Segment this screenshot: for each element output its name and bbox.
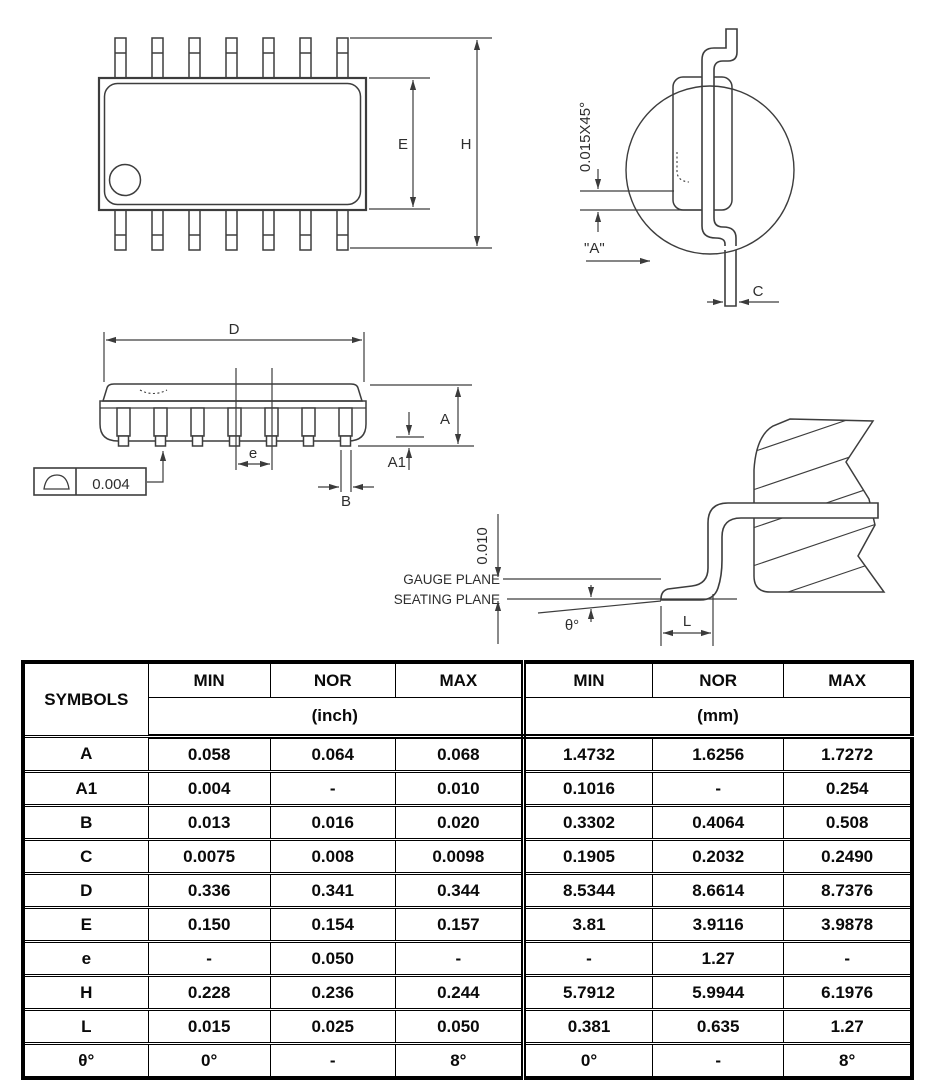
symbol-cell: A — [23, 737, 148, 772]
unit-header-inch: (inch) — [148, 698, 523, 737]
top-view-pins-bottom — [115, 210, 348, 250]
dim-b — [318, 450, 374, 492]
inch-max-cell: - — [395, 942, 523, 976]
table-row — [23, 976, 912, 1010]
inch-nor-cell: - — [270, 772, 395, 806]
symbol-cell: L — [23, 1010, 148, 1044]
detail-chamfer-dotted — [677, 152, 689, 182]
mm-min-cell: - — [523, 942, 652, 976]
mm-nor-cell: 0.4064 — [653, 806, 784, 840]
mm-nor-cell: 5.9944 — [653, 976, 784, 1010]
inch-max-cell: 0.344 — [395, 874, 523, 908]
inch-max-cell: 0.157 — [395, 908, 523, 942]
mm-max-cell: - — [784, 942, 912, 976]
dim-label-e: E — [397, 136, 409, 153]
dim-label-b: B — [340, 493, 352, 510]
inch-max-cell: 0.050 — [395, 1010, 523, 1044]
mm-nor-cell: - — [653, 772, 784, 806]
top-view-drawing — [99, 38, 492, 250]
dim-label-a1: A1 — [387, 454, 406, 471]
inch-min-cell: 0.0075 — [148, 840, 270, 874]
col-header-mm-max: MAX — [784, 662, 912, 698]
inch-min-cell: 0.015 — [148, 1010, 270, 1044]
mm-nor-cell: - — [653, 1044, 784, 1079]
symbol-cell: e — [23, 942, 148, 976]
inch-min-cell: 0.150 — [148, 908, 270, 942]
symbol-cell: E — [23, 908, 148, 942]
mm-min-cell: 0.1905 — [523, 840, 652, 874]
side-body-cap-dimple — [140, 390, 167, 394]
seating-plane-label: SEATING PLANE — [393, 592, 500, 607]
mm-min-cell: 8.5344 — [523, 874, 652, 908]
mm-max-cell: 8.7376 — [784, 874, 912, 908]
lead-foot-drawing — [394, 404, 894, 646]
inch-max-cell: 0.0098 — [395, 840, 523, 874]
dim-label-chamfer: 0.015X45° — [577, 101, 594, 173]
table-row — [23, 942, 912, 976]
inch-nor-cell: 0.341 — [270, 874, 395, 908]
dim-label-theta: θ° — [564, 617, 580, 634]
col-header-inch-nor: NOR — [270, 662, 395, 698]
mm-min-cell: 0° — [523, 1044, 652, 1079]
dim-label-pitch: e — [248, 445, 258, 462]
table-row — [23, 772, 912, 806]
dimensions-table-body — [23, 737, 912, 1079]
mm-nor-cell: 8.6614 — [653, 874, 784, 908]
symbol-cell: A1 — [23, 772, 148, 806]
mm-min-cell: 3.81 — [523, 908, 652, 942]
col-header-mm-nor: NOR — [653, 662, 784, 698]
mm-nor-cell: 3.9116 — [653, 908, 784, 942]
dim-label-d: D — [228, 321, 240, 338]
mm-min-cell: 0.1016 — [523, 772, 652, 806]
dim-label-standoff: 0.010 — [474, 527, 491, 565]
inch-max-cell: 0.068 — [395, 737, 523, 772]
inch-nor-cell: - — [270, 1044, 395, 1079]
table-row — [23, 1010, 912, 1044]
symbol-cell: θ° — [23, 1044, 148, 1079]
dim-label-h: H — [460, 136, 472, 153]
inch-min-cell: 0.004 — [148, 772, 270, 806]
dim-label-c: C — [752, 283, 764, 300]
side-view-drawing — [34, 321, 474, 510]
inch-min-cell: 0° — [148, 1044, 270, 1079]
gullwing-lead — [661, 503, 878, 600]
inch-min-cell: 0.058 — [148, 737, 270, 772]
body-section-hatching — [744, 404, 894, 645]
detail-a-drawing — [577, 29, 794, 306]
dim-label-a: A — [439, 411, 450, 428]
mm-min-cell: 1.4732 — [523, 737, 652, 772]
table-row — [23, 1044, 912, 1079]
unit-header-mm: (mm) — [523, 698, 912, 737]
table-units-row — [23, 698, 912, 737]
inch-nor-cell: 0.154 — [270, 908, 395, 942]
table-row — [23, 840, 912, 874]
inch-min-cell: - — [148, 942, 270, 976]
mm-max-cell: 1.27 — [784, 1010, 912, 1044]
dimensions-table-container — [21, 660, 914, 1080]
mm-min-cell: 0.3302 — [523, 806, 652, 840]
dim-chamfer — [580, 169, 702, 232]
dim-d — [104, 332, 364, 382]
flatness-leader-arrow — [147, 451, 163, 482]
symbol-cell: B — [23, 806, 148, 840]
inch-max-cell: 0.010 — [395, 772, 523, 806]
inch-nor-cell: 0.050 — [270, 942, 395, 976]
mm-min-cell: 5.7912 — [523, 976, 652, 1010]
symbol-cell: C — [23, 840, 148, 874]
mm-max-cell: 8° — [784, 1044, 912, 1079]
inch-nor-cell: 0.008 — [270, 840, 395, 874]
flatness-symbol-icon — [44, 475, 69, 489]
inch-nor-cell: 0.064 — [270, 737, 395, 772]
gauge-plane-label: GAUGE PLANE — [403, 572, 500, 587]
inch-nor-cell: 0.236 — [270, 976, 395, 1010]
inch-min-cell: 0.336 — [148, 874, 270, 908]
mm-max-cell: 0.2490 — [784, 840, 912, 874]
flatness-value: 0.004 — [92, 476, 130, 493]
mm-max-cell: 6.1976 — [784, 976, 912, 1010]
mm-nor-cell: 1.6256 — [653, 737, 784, 772]
inch-nor-cell: 0.025 — [270, 1010, 395, 1044]
col-header-mm-min: MIN — [523, 662, 652, 698]
side-body-cap — [103, 384, 362, 401]
table-row — [23, 737, 912, 772]
col-header-inch-min: MIN — [148, 662, 270, 698]
detail-view-label: "A" — [584, 240, 605, 257]
symbol-cell: D — [23, 874, 148, 908]
inch-max-cell: 8° — [395, 1044, 523, 1079]
table-row — [23, 806, 912, 840]
inch-nor-cell: 0.016 — [270, 806, 395, 840]
mm-nor-cell: 0.635 — [653, 1010, 784, 1044]
mm-min-cell: 0.381 — [523, 1010, 652, 1044]
table-header-row — [23, 662, 912, 698]
theta-ref-line — [538, 601, 661, 613]
table-row — [23, 908, 912, 942]
mm-max-cell: 3.9878 — [784, 908, 912, 942]
mm-max-cell: 1.7272 — [784, 737, 912, 772]
package-body-outline — [99, 78, 366, 210]
mm-max-cell: 0.254 — [784, 772, 912, 806]
inch-min-cell: 0.013 — [148, 806, 270, 840]
symbols-header: SYMBOLS — [23, 662, 148, 737]
symbol-cell: H — [23, 976, 148, 1010]
inch-max-cell: 0.244 — [395, 976, 523, 1010]
mm-nor-cell: 0.2032 — [653, 840, 784, 874]
mm-max-cell: 0.508 — [784, 806, 912, 840]
top-view-pins-top — [115, 38, 348, 78]
inch-min-cell: 0.228 — [148, 976, 270, 1010]
inch-max-cell: 0.020 — [395, 806, 523, 840]
col-header-inch-max: MAX — [395, 662, 523, 698]
table-row — [23, 874, 912, 908]
dim-label-l: L — [682, 613, 692, 630]
mm-nor-cell: 1.27 — [653, 942, 784, 976]
dimensions-table — [21, 660, 914, 1080]
dimensions-table-head — [23, 662, 912, 737]
